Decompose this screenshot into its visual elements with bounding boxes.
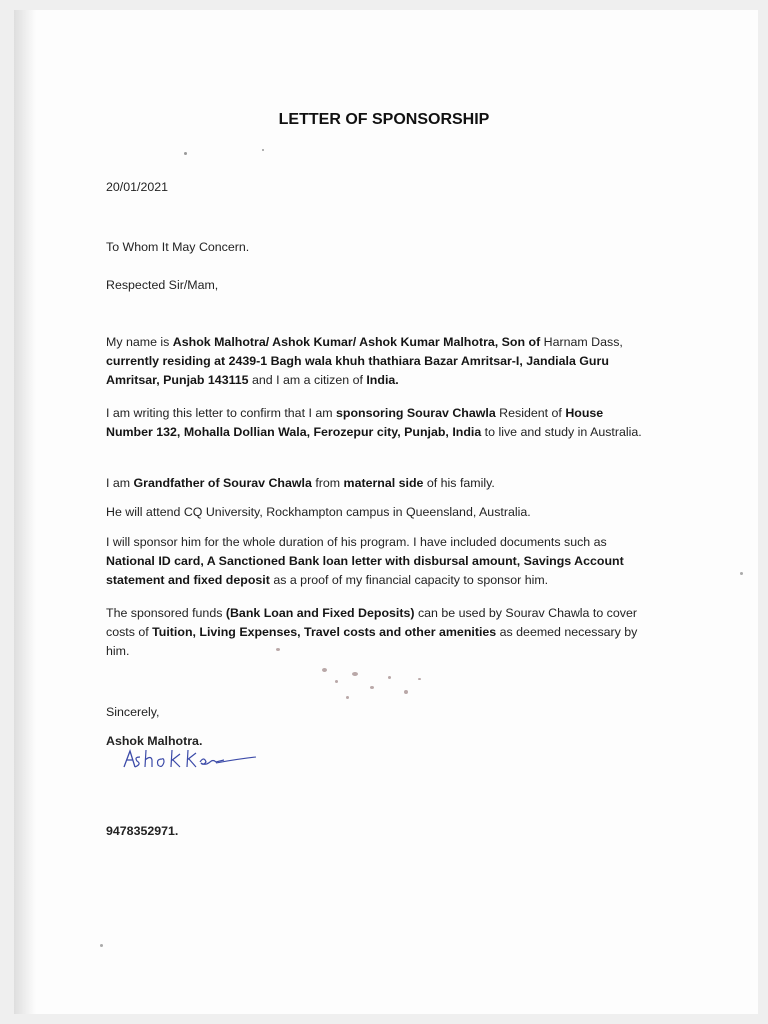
scan-speck [404,690,408,694]
p1-text-b: Ashok Malhotra/ Ashok Kumar/ Ashok Kumar Malhotra, Son of [172,335,541,349]
scan-speck [322,668,327,672]
p2-text-b: sponsoring Sourav Chawla [336,406,496,420]
paragraph-confirmation [106,404,646,442]
p3-text-d: maternal side [343,476,424,490]
phone-number: 9478352971. [106,824,179,838]
p2-text-e: to live and study in Australia. [481,425,642,439]
p3-text-b: Grandfather of Sourav Chawla [133,476,312,490]
addressee-line: To Whom It May Concern. [106,240,250,254]
p2-text-a: I am writing this letter to confirm that I am [106,406,336,420]
scan-speck [276,648,280,651]
paragraph-university: He will attend CQ University, Rockhampton campus in Queensland, Australia. [106,505,531,519]
scan-speck [370,686,374,689]
letter-date: 20/01/2021 [106,180,169,194]
p5-text-c: as a proof of my financial capacity to sponsor him. [269,573,549,587]
p2-text-d: House Number 132, Mohalla Dollian Wala, Ferozepur city, Punjab, India [106,406,604,439]
paragraph-identity [106,333,646,390]
p1-text-c: Harnam Dass, [540,335,623,349]
page-shadow-edge [14,10,36,1014]
closing-line: Sincerely, [106,705,160,719]
p3-text-e: of his family. [423,476,495,490]
scan-speck [740,572,743,575]
scan-speck [262,149,264,151]
letter-title: LETTER OF SPONSORSHIP [278,111,490,128]
scan-speck [100,944,103,947]
p6-text-e: as deemed necessary by him. [106,625,638,658]
p6-text-c: can be used by Sourav Chawla to cover costs of [106,606,637,639]
p1-text-e: and I am a citizen of [248,373,367,387]
p2-text-c: Resident of [495,406,566,420]
paragraph-funds [106,604,646,661]
scan-speck [346,696,349,699]
p5-text-a: I will sponsor him for the whole duration of his program. I have included documents such as [106,535,607,549]
paragraph-relation [106,474,646,493]
handwritten-signature [120,745,260,773]
scan-speck [352,672,358,676]
scan-speck [388,676,391,679]
p1-text-a: My name is [106,335,173,349]
p1-text-f: India. [366,373,399,387]
p3-text-a: I am [106,476,134,490]
signatory-name: Ashok Malhotra. [106,734,203,748]
scan-speck [418,678,421,680]
p6-text-b: (Bank Loan and Fixed Deposits) [225,606,415,620]
scan-speck [184,152,187,155]
p5-text-b: National ID card, A Sanctioned Bank loan letter with disbursal amount, Savings Account statement and fixed deposit [106,554,624,587]
paragraph-documents [106,533,646,590]
greeting-line: Respected Sir/Mam, [106,278,219,292]
p6-text-a: The sponsored funds [106,606,226,620]
p1-text-d: currently residing at 2439-1 Bagh wala khuh thathiara Bazar Amritsar-I, Jandiala Guru Amritsar, Punjab 143115 [106,354,609,387]
p6-text-d: Tuition, Living Expenses, Travel costs and other amenities [152,625,497,639]
scan-speck [335,680,338,683]
p3-text-c: from [311,476,344,490]
